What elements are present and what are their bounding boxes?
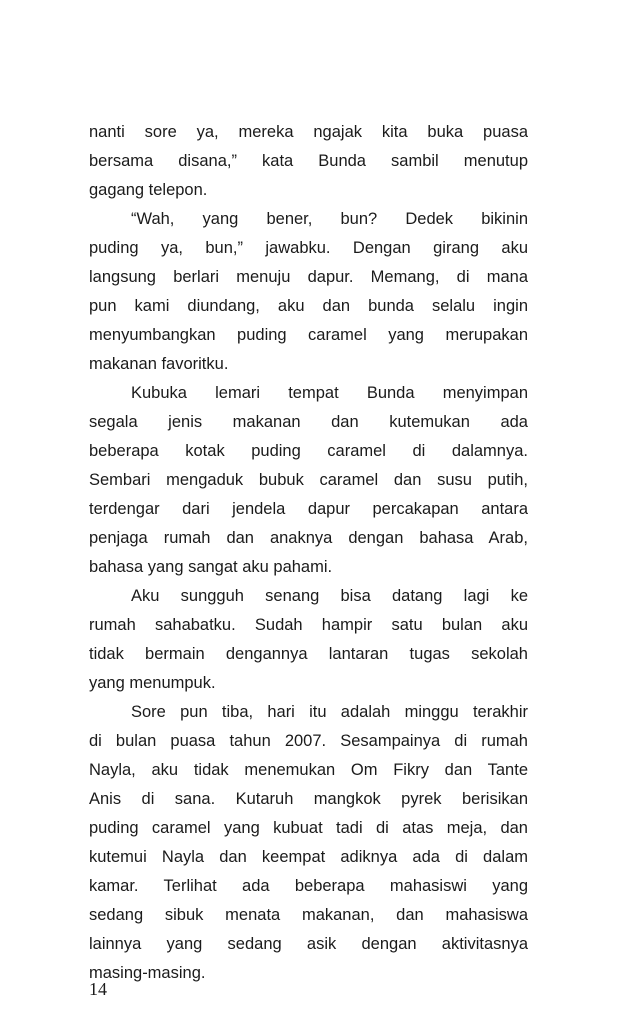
- text-line: Aku sungguh senang bisa datang lagi ke: [131, 587, 528, 605]
- text-line: nanti sore ya, mereka ngajak kita buka puasa: [89, 123, 528, 141]
- text-line: gagang telepon.: [89, 181, 208, 199]
- text-line: puding caramel yang kubuat tadi di atas meja, dan: [89, 819, 528, 837]
- text-line: terdengar dari jendela dapur percakapan antara: [89, 500, 528, 518]
- text-line: yang menumpuk.: [89, 674, 216, 692]
- text-line: Sembari mengaduk bubuk caramel dan susu putih,: [89, 471, 528, 489]
- text-line: segala jenis makanan dan kutemukan ada: [89, 413, 528, 431]
- text-line: beberapa kotak puding caramel di dalamnya.: [89, 442, 528, 460]
- text-line: penjaga rumah dan anaknya dengan bahasa Arab,: [89, 529, 528, 547]
- page-number: 14: [89, 979, 107, 999]
- text-line: puding ya, bun,” jawabku. Dengan girang aku: [89, 239, 528, 257]
- text-line: bahasa yang sangat aku pahami.: [89, 558, 333, 576]
- text-line: lainnya yang sedang asik dengan aktivitasnya: [89, 935, 528, 953]
- text-line: bersama disana,” kata Bunda sambil menutup: [89, 152, 528, 170]
- text-line: rumah sahabatku. Sudah hampir satu bulan aku: [89, 616, 528, 634]
- text-line: Kubuka lemari tempat Bunda menyimpan: [131, 384, 528, 402]
- text-line: di bulan puasa tahun 2007. Sesampainya di rumah: [89, 732, 528, 750]
- text-line: pun kami diundang, aku dan bunda selalu ingin: [89, 297, 528, 315]
- text-line: tidak bermain dengannya lantaran tugas sekolah: [89, 645, 528, 663]
- text-line: kamar. Terlihat ada beberapa mahasiswi yang: [89, 877, 528, 895]
- text-line: “Wah, yang bener, bun? Dedek bikinin: [131, 210, 528, 228]
- text-line: Anis di sana. Kutaruh mangkok pyrek berisikan: [89, 790, 528, 808]
- body-text: [89, 118, 528, 988]
- text-line: Nayla, aku tidak menemukan Om Fikry dan Tante: [89, 761, 528, 779]
- text-line: menyumbangkan puding caramel yang merupakan: [89, 326, 528, 344]
- text-line: makanan favoritku.: [89, 355, 229, 373]
- text-line: Sore pun tiba, hari itu adalah minggu terakhir: [131, 703, 528, 721]
- text-line: langsung berlari menuju dapur. Memang, di mana: [89, 268, 528, 286]
- text-line: sedang sibuk menata makanan, dan mahasiswa: [89, 906, 528, 924]
- text-line: kutemui Nayla dan keempat adiknya ada di dalam: [89, 848, 528, 866]
- text-line: masing-masing.: [89, 964, 206, 982]
